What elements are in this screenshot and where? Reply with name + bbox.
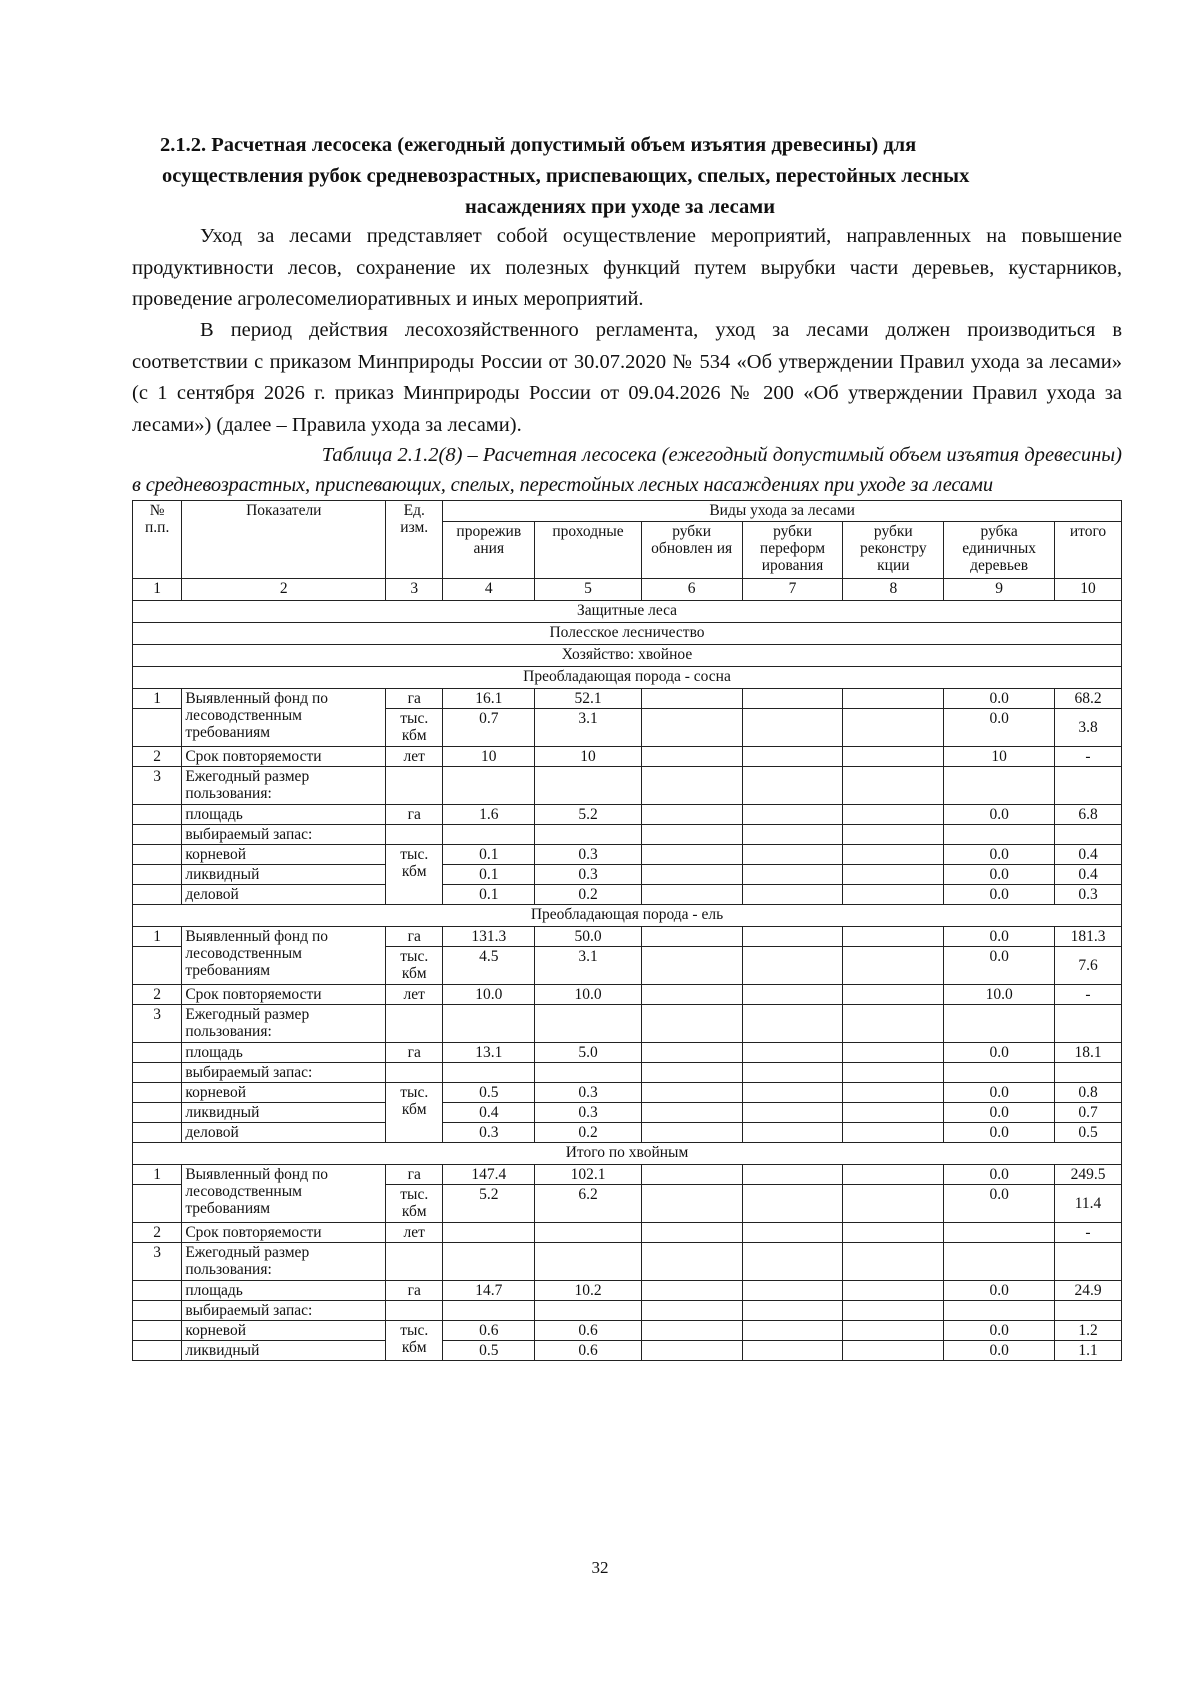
row-number: 2 <box>133 985 182 1005</box>
section-spruce: Преобладающая порода - ель <box>133 905 1122 927</box>
row-label-liquid: ликвидный <box>182 1341 386 1361</box>
unit-ga: га <box>386 1281 443 1301</box>
header-col-10: итого <box>1055 522 1122 579</box>
table-cell: 0.1 <box>443 865 535 885</box>
table-cell: 147.4 <box>443 1165 535 1185</box>
section-total-conifers: Итого по хвойным <box>133 1143 1122 1165</box>
table-cell: 0.5 <box>1055 1123 1122 1143</box>
row-label-business: деловой <box>182 885 386 905</box>
section-pine: Преобладающая порода - сосна <box>133 667 1122 689</box>
row-label-annual: Ежегодный размер пользования: <box>182 1243 386 1281</box>
table-cell: 10 <box>535 747 641 767</box>
page-number: 32 <box>591 1558 609 1577</box>
table-cell: 3.8 <box>1055 709 1122 747</box>
header-col-4: прорежив ания <box>443 522 535 579</box>
colnum: 4 <box>443 579 535 601</box>
unit-tys-kbm: тыс. кбм <box>386 947 443 985</box>
table-cell: 0.7 <box>443 709 535 747</box>
colnum: 9 <box>944 579 1055 601</box>
table-cell: 1.1 <box>1055 1341 1122 1361</box>
row-label-period: Срок повторяемости <box>182 747 386 767</box>
table-cell: 0.0 <box>944 1083 1055 1103</box>
table-cell: 0.0 <box>944 1341 1055 1361</box>
table-cell: 0.0 <box>944 709 1055 747</box>
row-label-period: Срок повторяемости <box>182 985 386 1005</box>
colnum: 10 <box>1055 579 1122 601</box>
table-cell: 6.8 <box>1055 805 1122 825</box>
table-cell: 0.0 <box>944 845 1055 865</box>
unit-let: лет <box>386 747 443 767</box>
row-label-liquid: ликвидный <box>182 865 386 885</box>
unit-tys-kbm: тыс. кбм <box>386 1083 443 1143</box>
table-cell: 3.1 <box>535 947 641 985</box>
table-cell: 10.0 <box>944 985 1055 1005</box>
table-cell: 10 <box>443 747 535 767</box>
row-label-area: площадь <box>182 1043 386 1063</box>
row-number: 2 <box>133 1223 182 1243</box>
table-cell: 0.5 <box>443 1083 535 1103</box>
table-cell: 4.5 <box>443 947 535 985</box>
colnum: 5 <box>535 579 641 601</box>
table-cell: 0.7 <box>1055 1103 1122 1123</box>
table-cell: 0.0 <box>944 1321 1055 1341</box>
table-cell: 13.1 <box>443 1043 535 1063</box>
table-cell: 0.3 <box>535 1083 641 1103</box>
table-cell: 0.0 <box>944 1103 1055 1123</box>
header-col-9: рубка единичных деревьев <box>944 522 1055 579</box>
table-cell: 0.2 <box>535 1123 641 1143</box>
table-cell: 7.6 <box>1055 947 1122 985</box>
table-cell: 0.4 <box>443 1103 535 1123</box>
colnum: 2 <box>182 579 386 601</box>
table-cell: 0.3 <box>535 845 641 865</box>
header-num: № п.п. <box>133 501 182 579</box>
table-cell: - <box>1055 747 1122 767</box>
unit-let: лет <box>386 985 443 1005</box>
table-cell: 0.0 <box>944 1185 1055 1223</box>
paragraph-2-text: В период действия лесохозяйственного регламента, уход за лесами должен производиться в соответствии с приказом Минприроды России от 30.07.2020 № 534 «Об утверждении Правил ухода за лесами» (с 1 сентября 2026 г. приказ Минприроды России от 09.04.2026 № 200 «Об утверждении Правил ухода за лесами») (далее – Правила ухода за лесами). <box>132 319 1122 436</box>
unit-let: лет <box>386 1223 443 1243</box>
heading-line-2: осуществления рубок средневозрастных, приспевающих, спелых, перестойных лесных <box>162 165 970 187</box>
header-indicators: Показатели <box>182 501 386 579</box>
table-cell: 0.0 <box>944 1043 1055 1063</box>
table-cell: 5.0 <box>535 1043 641 1063</box>
header-col-6: рубки обновлен ия <box>641 522 742 579</box>
table-cell: 0.2 <box>535 885 641 905</box>
table-cell: 5.2 <box>443 1185 535 1223</box>
header-col-5: проходные <box>535 522 641 579</box>
table-cell: 68.2 <box>1055 689 1122 709</box>
row-label-stock: выбираемый запас: <box>182 1063 386 1083</box>
table-cell: 1.6 <box>443 805 535 825</box>
heading-line-1: 2.1.2. Расчетная лесосека (ежегодный допустимый объем изъятия древесины) для <box>160 134 917 156</box>
header-care-types: Виды ухода за лесами <box>443 501 1122 522</box>
table-cell: 0.4 <box>1055 865 1122 885</box>
row-label-fund: Выявленный фонд по лесоводственным требованиям <box>182 689 386 747</box>
table-caption <box>132 440 1122 500</box>
table-cell: 249.5 <box>1055 1165 1122 1185</box>
table-cell: 0.3 <box>535 1103 641 1123</box>
table-cell: 1.2 <box>1055 1321 1122 1341</box>
row-label-area: площадь <box>182 805 386 825</box>
table-cell: - <box>1055 1223 1122 1243</box>
table-cell: 0.0 <box>944 885 1055 905</box>
table-cell: 181.3 <box>1055 927 1122 947</box>
table-cell: 0.0 <box>944 865 1055 885</box>
unit-ga: га <box>386 927 443 947</box>
row-label-root: корневой <box>182 845 386 865</box>
cutting-area-table <box>132 500 1122 1361</box>
table-cell: 16.1 <box>443 689 535 709</box>
table-cell: 0.1 <box>443 885 535 905</box>
row-label-annual: Ежегодный размер пользования: <box>182 767 386 805</box>
table-cell: - <box>1055 985 1122 1005</box>
table-cell: 10.0 <box>443 985 535 1005</box>
table-cell: 0.0 <box>944 927 1055 947</box>
paragraph-1 <box>132 221 1122 316</box>
row-label-fund: Выявленный фонд по лесоводственным требованиям <box>182 1165 386 1223</box>
row-label-area: площадь <box>182 1281 386 1301</box>
table-cell: 52.1 <box>535 689 641 709</box>
table-cell: 3.1 <box>535 709 641 747</box>
table-cell: 18.1 <box>1055 1043 1122 1063</box>
table-cell: 0.0 <box>944 1123 1055 1143</box>
section-heading <box>150 130 1090 223</box>
table-cell: 0.0 <box>944 805 1055 825</box>
colnum: 6 <box>641 579 742 601</box>
table-cell: 0.4 <box>1055 845 1122 865</box>
row-label-stock: выбираемый запас: <box>182 1301 386 1321</box>
table-cell: 0.3 <box>1055 885 1122 905</box>
row-label-stock: выбираемый запас: <box>182 825 386 845</box>
table-cell: 10.2 <box>535 1281 641 1301</box>
row-number: 1 <box>133 927 182 947</box>
table-cell: 0.0 <box>944 1165 1055 1185</box>
table-cell: 0.1 <box>443 845 535 865</box>
table-cell: 0.0 <box>944 1281 1055 1301</box>
table-cell: 0.3 <box>443 1123 535 1143</box>
row-number: 3 <box>133 767 182 805</box>
section-protective-forests: Защитные леса <box>133 601 1122 623</box>
table-cell: 0.0 <box>944 947 1055 985</box>
caption-line-1: Таблица 2.1.2(8) – Расчетная лесосека (ежегодный допустимый объем изъятия древесины) <box>321 444 1122 466</box>
row-number: 3 <box>133 1005 182 1043</box>
table-cell: 131.3 <box>443 927 535 947</box>
table-cell: 10.0 <box>535 985 641 1005</box>
table-cell: 0.6 <box>535 1321 641 1341</box>
unit-tys-kbm: тыс. кбм <box>386 1185 443 1223</box>
unit-ga: га <box>386 1043 443 1063</box>
unit-tys-kbm: тыс. кбм <box>386 1321 443 1361</box>
row-label-fund: Выявленный фонд по лесоводственным требованиям <box>182 927 386 985</box>
row-number: 1 <box>133 689 182 709</box>
row-number: 1 <box>133 1165 182 1185</box>
colnum: 1 <box>133 579 182 601</box>
table-cell: 50.0 <box>535 927 641 947</box>
unit-ga: га <box>386 1165 443 1185</box>
table-cell: 102.1 <box>535 1165 641 1185</box>
row-label-business: деловой <box>182 1123 386 1143</box>
table-cell: 10 <box>944 747 1055 767</box>
table-cell: 24.9 <box>1055 1281 1122 1301</box>
row-label-annual: Ежегодный размер пользования: <box>182 1005 386 1043</box>
row-number: 2 <box>133 747 182 767</box>
table-cell: 0.6 <box>443 1321 535 1341</box>
colnum: 7 <box>742 579 843 601</box>
unit-tys-kbm: тыс. кбм <box>386 845 443 905</box>
row-label-period: Срок повторяемости <box>182 1223 386 1243</box>
colnum: 8 <box>843 579 944 601</box>
paragraph-2 <box>132 315 1122 441</box>
colnum: 3 <box>386 579 443 601</box>
table-cell: 5.2 <box>535 805 641 825</box>
table-cell: 14.7 <box>443 1281 535 1301</box>
header-col-8: рубки реконстру кции <box>843 522 944 579</box>
table-cell: 0.3 <box>535 865 641 885</box>
section-economy: Хозяйство: хвойное <box>133 645 1122 667</box>
row-label-liquid: ликвидный <box>182 1103 386 1123</box>
row-label-root: корневой <box>182 1083 386 1103</box>
section-forestry: Полесское лесничество <box>133 623 1122 645</box>
heading-line-3: насаждениях при уходе за лесами <box>464 196 776 218</box>
header-unit: Ед. изм. <box>386 501 443 579</box>
caption-line-2: в средневозрастных, приспевающих, спелых, перестойных лесных насаждениях при уходе за лесами <box>132 474 993 496</box>
table-cell: 0.5 <box>443 1341 535 1361</box>
unit-tys-kbm: тыс. кбм <box>386 709 443 747</box>
table-cell: 11.4 <box>1055 1185 1122 1223</box>
table-cell: 0.8 <box>1055 1083 1122 1103</box>
header-col-7: рубки переформ ирования <box>742 522 843 579</box>
unit-ga: га <box>386 805 443 825</box>
row-number: 3 <box>133 1243 182 1281</box>
paragraph-1-text: Уход за лесами представляет собой осуществление мероприятий, направленных на повышение продуктивности лесов, сохранение их полезных функций путем вырубки части деревьев, кустарников, проведение агролесомелиоративных и иных мероприятий. <box>132 225 1122 310</box>
unit-ga: га <box>386 689 443 709</box>
table-cell: 0.6 <box>535 1341 641 1361</box>
table-cell: 6.2 <box>535 1185 641 1223</box>
row-label-root: корневой <box>182 1321 386 1341</box>
table-cell: 0.0 <box>944 689 1055 709</box>
